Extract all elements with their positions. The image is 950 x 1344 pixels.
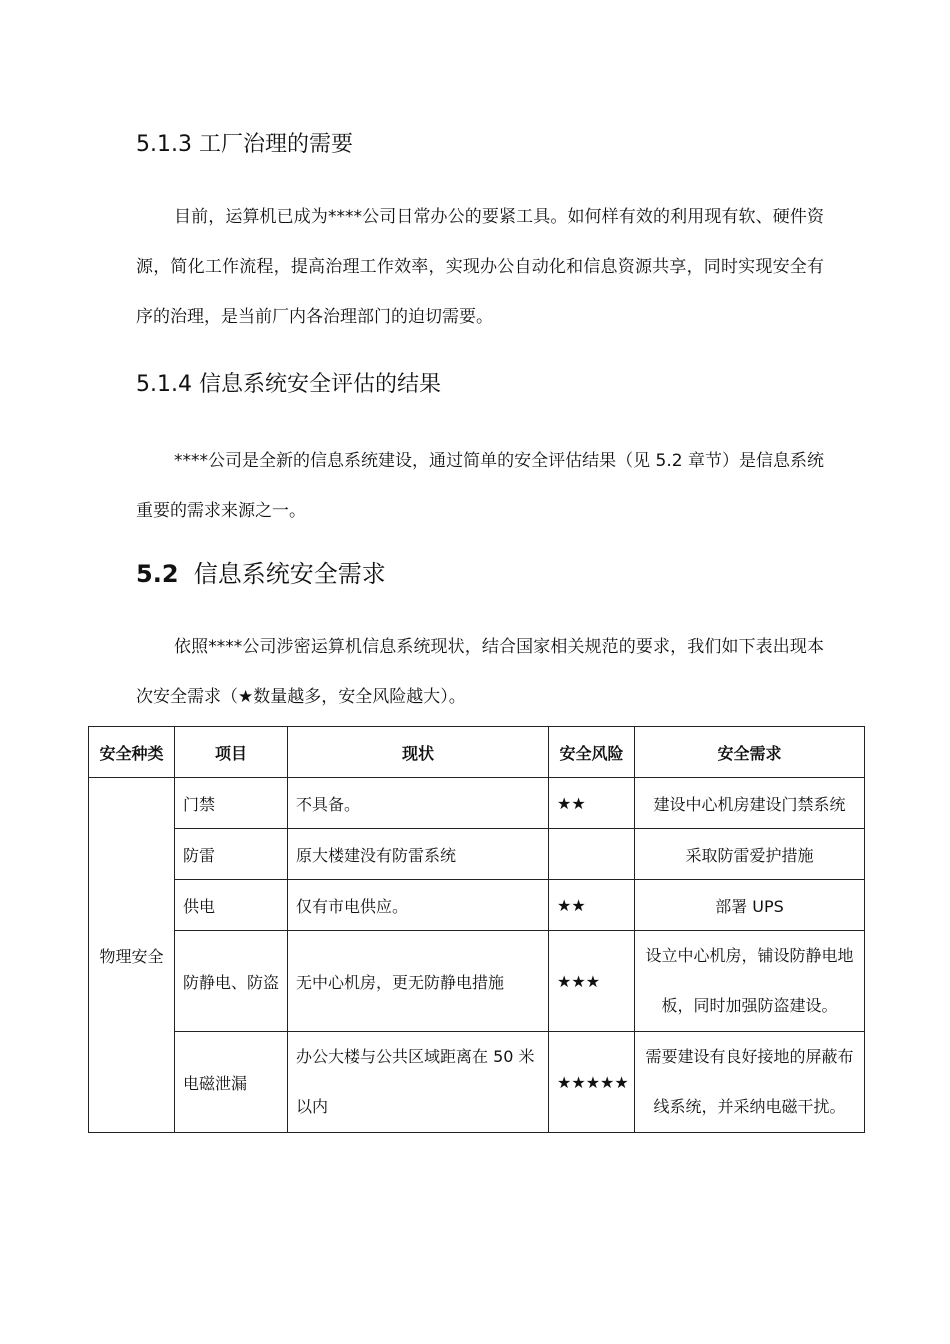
requirement-cell: 部署 UPS	[635, 880, 865, 931]
heading-5-2-text: 信息系统安全需求	[193, 560, 386, 588]
item-cell: 门禁	[175, 778, 288, 829]
status-cell: 仅有市电供应。	[288, 880, 549, 931]
item-cell: 供电	[175, 880, 288, 931]
header-item: 项目	[175, 727, 288, 778]
table-header-row	[89, 727, 865, 778]
category-cell: 物理安全	[89, 778, 175, 1133]
paragraph-5-2: 依照****公司涉密运算机信息系统现状，结合国家相关规范的要求，我们如下表出现本次安全需求（★数量越多，安全风险越大）。	[136, 637, 824, 707]
requirement-cell: 需要建设有良好接地的屏蔽布线系统，并采纳电磁干扰。	[635, 1032, 865, 1133]
paragraph-5-1-3: 目前，运算机已成为****公司日常办公的要紧工具。如何样有效的利用现有软、硬件资源，简化工作流程，提高治理工作效率，实现办公自动化和信息资源共享，同时实现安全有序的治理，是当前厂内各治理部门的迫切需要。	[136, 207, 824, 327]
status-cell: 无中心机房，更无防静电措施	[288, 931, 549, 1032]
heading-5-1-4: 5.1.4 信息系统安全评估的结果	[136, 372, 441, 397]
requirement-cell: 设立中心机房，铺设防静电地板，同时加强防盗建设。	[635, 931, 865, 1032]
item-cell: 电磁泄漏	[175, 1032, 288, 1133]
heading-5-1-3: 5.1.3 工厂治理的需要	[136, 132, 353, 157]
table-row	[89, 931, 865, 1032]
paragraph-5-1-4: ****公司是全新的信息系统建设，通过简单的安全评估结果（见 5.2 章节）是信息系统重要的需求来源之一。	[136, 451, 824, 521]
table-row	[89, 829, 865, 880]
risk-cell	[549, 829, 635, 880]
table-row	[89, 880, 865, 931]
risk-cell: ★★	[549, 778, 635, 829]
heading-5-2	[136, 558, 386, 590]
status-cell: 原大楼建没有防雷系统	[288, 829, 549, 880]
header-risk: 安全风险	[549, 727, 635, 778]
status-cell: 不具备。	[288, 778, 549, 829]
security-requirements-table	[88, 726, 865, 1133]
risk-cell: ★★	[549, 880, 635, 931]
requirement-cell: 采取防雷爱护措施	[635, 829, 865, 880]
header-requirement: 安全需求	[635, 727, 865, 778]
risk-cell: ★★★★★	[549, 1032, 635, 1133]
header-status: 现状	[288, 727, 549, 778]
risk-cell: ★★★	[549, 931, 635, 1032]
heading-5-2-number: 5.2	[136, 560, 179, 588]
item-cell: 防静电、防盗	[175, 931, 288, 1032]
table-row	[89, 778, 865, 829]
table-row	[89, 1032, 865, 1133]
status-cell: 办公大楼与公共区域距离在 50 米以内	[288, 1032, 549, 1133]
header-category: 安全种类	[89, 727, 175, 778]
requirement-cell: 建设中心机房建设门禁系统	[635, 778, 865, 829]
item-cell: 防雷	[175, 829, 288, 880]
